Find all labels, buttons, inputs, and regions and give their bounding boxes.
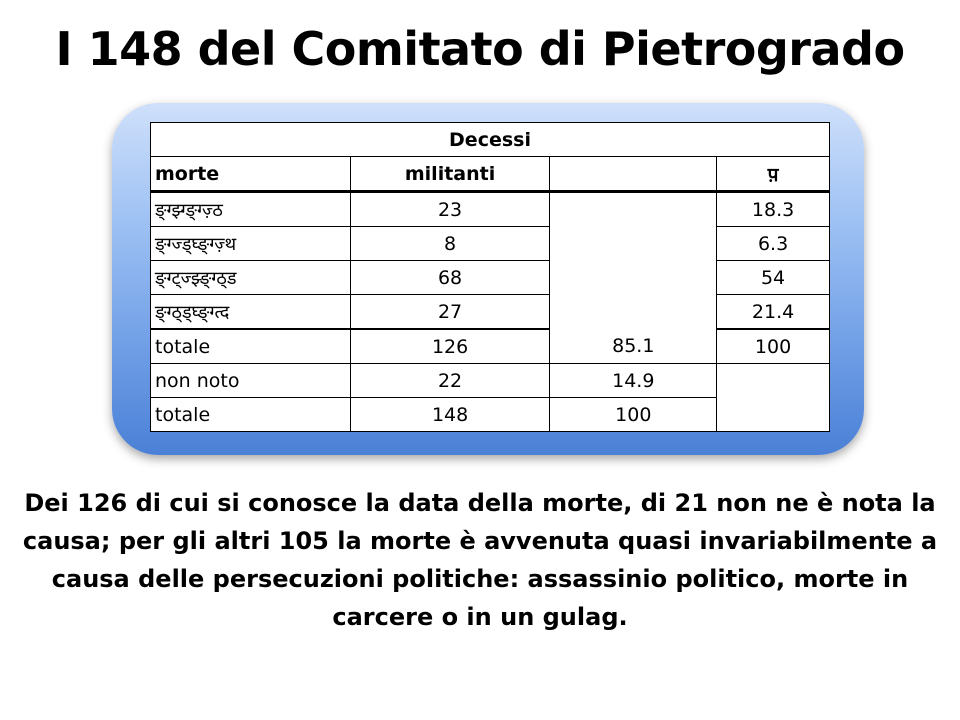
table-row — [151, 329, 830, 364]
row-value: 148 — [350, 398, 550, 432]
row-label: ङ्ग्ज्ड्घ्ङ्ग्ज़्थ — [151, 227, 351, 261]
row-value: 68 — [350, 261, 550, 295]
row-pct: 100 — [717, 329, 830, 364]
row-value: 23 — [350, 192, 550, 227]
table-row — [151, 192, 830, 227]
table-row — [151, 227, 830, 261]
row-pct: 54 — [717, 261, 830, 295]
page-title: I 148 del Comitato di Pietrogrado — [55, 22, 905, 76]
deaths-table — [150, 122, 830, 432]
table-row — [151, 295, 830, 330]
col-header-symbol: प़ — [717, 157, 830, 192]
row-label-totale: totale — [151, 398, 351, 432]
summary-paragraph: Dei 126 di cui si conosce la data della morte, di 21 non ne è nota la causa; per gli altri 105 la morte è avvenuta quasi invariabilmente a causa delle persecuzioni politiche: assassinio politico, morte in carcere o in un gulag. — [22, 489, 938, 631]
row-value: 126 — [350, 329, 550, 364]
row-label: ङ्ग्ठ्ड्घ्ङ्ग्त्द — [151, 295, 351, 330]
row-pct: 6.3 — [717, 227, 830, 261]
col-header-morte: morte — [151, 157, 351, 192]
row-value: 8 — [350, 227, 550, 261]
table-row — [151, 364, 830, 398]
known-share: 85.1 — [550, 192, 717, 364]
table-header: Decessi — [151, 123, 830, 157]
row-value: 22 — [350, 364, 550, 398]
row-pct: 21.4 — [717, 295, 830, 330]
empty-cell — [717, 364, 830, 432]
row-label: ङ्ग्झ्ग्ङ्ग्ज़्ठ — [151, 192, 351, 227]
row-share: 100 — [550, 398, 717, 432]
col-header-militanti: militanti — [350, 157, 550, 192]
row-share: 14.9 — [550, 364, 717, 398]
row-label: ङ्ग्ट्ज्झ्ङ्ग्ठ्ड — [151, 261, 351, 295]
row-label-totale: totale — [151, 329, 351, 364]
col-header-empty — [550, 157, 717, 192]
row-value: 27 — [350, 295, 550, 330]
row-label-nonnoto: non noto — [151, 364, 351, 398]
row-pct: 18.3 — [717, 192, 830, 227]
table-row — [151, 261, 830, 295]
